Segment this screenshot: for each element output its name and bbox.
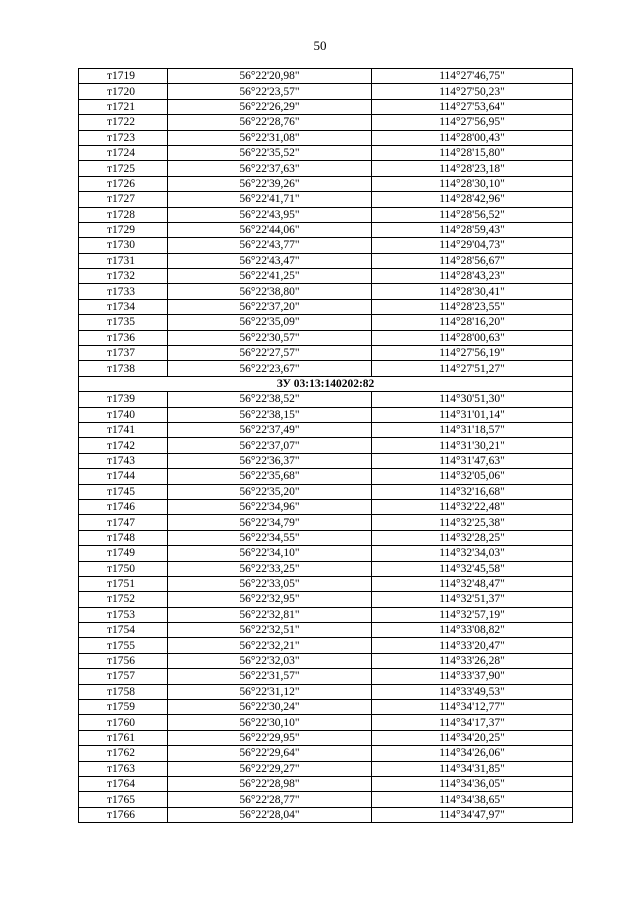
table-row [79,653,573,668]
point-id-cell: т1755 [79,638,168,653]
longitude-cell: 114°32'28,25" [372,530,573,545]
table-row [79,592,573,607]
table-row [79,299,573,314]
longitude-cell: 114°28'59,43" [372,222,573,237]
point-id-cell: т1749 [79,546,168,561]
longitude-cell: 114°31'30,21" [372,438,573,453]
table-row [79,130,573,145]
table-row [79,192,573,207]
table-row [79,161,573,176]
longitude-cell: 114°33'37,90" [372,669,573,684]
table-row [79,561,573,576]
point-id-cell: т1730 [79,238,168,253]
point-id-cell: т1721 [79,99,168,114]
latitude-cell: 56°22'31,57" [168,669,372,684]
point-id-cell: т1723 [79,130,168,145]
latitude-cell: 56°22'37,63" [168,161,372,176]
table-row [79,69,573,84]
latitude-cell: 56°22'28,76" [168,115,372,130]
point-id-cell: т1762 [79,746,168,761]
longitude-cell: 114°32'51,37" [372,592,573,607]
longitude-cell: 114°27'56,19" [372,346,573,361]
point-id-cell: т1746 [79,499,168,514]
table-row [79,469,573,484]
longitude-cell: 114°33'49,53" [372,684,573,699]
table-row [79,684,573,699]
point-id-cell: т1732 [79,269,168,284]
table-row [79,546,573,561]
longitude-cell: 114°34'31,85" [372,761,573,776]
point-id-cell: т1724 [79,145,168,160]
latitude-cell: 56°22'41,71" [168,192,372,207]
point-id-cell: т1753 [79,607,168,622]
table-row [79,315,573,330]
table-row [79,576,573,591]
longitude-cell: 114°27'51,27" [372,361,573,376]
latitude-cell: 56°22'44,06" [168,222,372,237]
latitude-cell: 56°22'37,20" [168,299,372,314]
point-id-cell: т1747 [79,515,168,530]
latitude-cell: 56°22'28,77" [168,792,372,807]
table-row [79,361,573,376]
longitude-cell: 114°28'56,52" [372,207,573,222]
longitude-cell: 114°33'20,47" [372,638,573,653]
longitude-cell: 114°28'23,55" [372,299,573,314]
point-id-cell: т1726 [79,176,168,191]
longitude-cell: 114°28'43,23" [372,269,573,284]
table-row [79,669,573,684]
point-id-cell: т1756 [79,653,168,668]
latitude-cell: 56°22'38,80" [168,284,372,299]
longitude-cell: 114°28'23,18" [372,161,573,176]
table-row [79,284,573,299]
point-id-cell: т1759 [79,700,168,715]
point-id-cell: т1727 [79,192,168,207]
point-id-cell: т1725 [79,161,168,176]
latitude-cell: 56°22'32,51" [168,623,372,638]
latitude-cell: 56°22'31,12" [168,684,372,699]
table-row [79,269,573,284]
longitude-cell: 114°28'56,67" [372,253,573,268]
latitude-cell: 56°22'43,47" [168,253,372,268]
point-id-cell: т1740 [79,407,168,422]
longitude-cell: 114°32'45,58" [372,561,573,576]
table-row [79,746,573,761]
longitude-cell: 114°29'04,73" [372,238,573,253]
point-id-cell: т1751 [79,576,168,591]
table-row [79,499,573,514]
point-id-cell: т1758 [79,684,168,699]
latitude-cell: 56°22'37,07" [168,438,372,453]
latitude-cell: 56°22'29,95" [168,730,372,745]
table-row [79,222,573,237]
longitude-cell: 114°31'18,57" [372,422,573,437]
latitude-cell: 56°22'27,57" [168,346,372,361]
point-id-cell: т1752 [79,592,168,607]
latitude-cell: 56°22'28,98" [168,776,372,791]
point-id-cell: т1719 [79,69,168,84]
table-row [79,438,573,453]
section-title: ЗУ 03:13:140202:82 [79,376,573,391]
latitude-cell: 56°22'20,98" [168,69,372,84]
table-row [79,176,573,191]
latitude-cell: 56°22'29,64" [168,746,372,761]
latitude-cell: 56°22'34,10" [168,546,372,561]
point-id-cell: т1754 [79,623,168,638]
table-row [79,99,573,114]
longitude-cell: 114°33'08,82" [372,623,573,638]
longitude-cell: 114°32'05,06" [372,469,573,484]
point-id-cell: т1760 [79,715,168,730]
latitude-cell: 56°22'34,55" [168,530,372,545]
latitude-cell: 56°22'32,21" [168,638,372,653]
point-id-cell: т1745 [79,484,168,499]
table-row [79,776,573,791]
latitude-cell: 56°22'43,95" [168,207,372,222]
table-row [79,792,573,807]
longitude-cell: 114°28'00,63" [372,330,573,345]
longitude-cell: 114°32'57,19" [372,607,573,622]
point-id-cell: т1750 [79,561,168,576]
latitude-cell: 56°22'39,26" [168,176,372,191]
point-id-cell: т1733 [79,284,168,299]
table-row [79,484,573,499]
latitude-cell: 56°22'36,37" [168,453,372,468]
longitude-cell: 114°27'53,64" [372,99,573,114]
point-id-cell: т1763 [79,761,168,776]
table-row [79,715,573,730]
latitude-cell: 56°22'26,29" [168,99,372,114]
table-row [79,84,573,99]
point-id-cell: т1748 [79,530,168,545]
table-row [79,145,573,160]
longitude-cell: 114°34'38,65" [372,792,573,807]
latitude-cell: 56°22'43,77" [168,238,372,253]
table-row [79,330,573,345]
longitude-cell: 114°28'16,20" [372,315,573,330]
longitude-cell: 114°28'30,10" [372,176,573,191]
latitude-cell: 56°22'23,67" [168,361,372,376]
table-row [79,346,573,361]
point-id-cell: т1722 [79,115,168,130]
latitude-cell: 56°22'41,25" [168,269,372,284]
latitude-cell: 56°22'38,15" [168,407,372,422]
longitude-cell: 114°28'30,41" [372,284,573,299]
table-row [79,207,573,222]
latitude-cell: 56°22'29,27" [168,761,372,776]
point-id-cell: т1764 [79,776,168,791]
point-id-cell: т1737 [79,346,168,361]
point-id-cell: т1735 [79,315,168,330]
longitude-cell: 114°33'26,28" [372,653,573,668]
point-id-cell: т1734 [79,299,168,314]
latitude-cell: 56°22'37,49" [168,422,372,437]
point-id-cell: т1720 [79,84,168,99]
table-row [79,623,573,638]
table-row [79,761,573,776]
point-id-cell: т1744 [79,469,168,484]
section-header-row [79,376,573,391]
longitude-cell: 114°32'16,68" [372,484,573,499]
longitude-cell: 114°32'48,47" [372,576,573,591]
point-id-cell: т1728 [79,207,168,222]
point-id-cell: т1766 [79,807,168,822]
table-row [79,530,573,545]
coordinates-table-body [79,69,573,823]
point-id-cell: т1739 [79,392,168,407]
longitude-cell: 114°31'01,14" [372,407,573,422]
point-id-cell: т1731 [79,253,168,268]
table-row [79,515,573,530]
longitude-cell: 114°30'51,30" [372,392,573,407]
point-id-cell: т1765 [79,792,168,807]
point-id-cell: т1742 [79,438,168,453]
latitude-cell: 56°22'35,09" [168,315,372,330]
table-row [79,238,573,253]
latitude-cell: 56°22'28,04" [168,807,372,822]
point-id-cell: т1757 [79,669,168,684]
latitude-cell: 56°22'38,52" [168,392,372,407]
table-row [79,253,573,268]
latitude-cell: 56°22'35,52" [168,145,372,160]
point-id-cell: т1729 [79,222,168,237]
longitude-cell: 114°32'25,38" [372,515,573,530]
latitude-cell: 56°22'30,57" [168,330,372,345]
latitude-cell: 56°22'35,20" [168,484,372,499]
table-row [79,730,573,745]
longitude-cell: 114°28'42,96" [372,192,573,207]
table-row [79,392,573,407]
latitude-cell: 56°22'32,95" [168,592,372,607]
table-row [79,115,573,130]
latitude-cell: 56°22'33,05" [168,576,372,591]
longitude-cell: 114°34'26,06" [372,746,573,761]
latitude-cell: 56°22'32,03" [168,653,372,668]
table-row [79,453,573,468]
latitude-cell: 56°22'30,24" [168,700,372,715]
table-row [79,638,573,653]
point-id-cell: т1761 [79,730,168,745]
point-id-cell: т1736 [79,330,168,345]
longitude-cell: 114°34'20,25" [372,730,573,745]
longitude-cell: 114°27'46,75" [372,69,573,84]
table-row [79,700,573,715]
point-id-cell: т1741 [79,422,168,437]
longitude-cell: 114°34'17,37" [372,715,573,730]
latitude-cell: 56°22'31,08" [168,130,372,145]
latitude-cell: 56°22'35,68" [168,469,372,484]
longitude-cell: 114°27'50,23" [372,84,573,99]
longitude-cell: 114°34'12,77" [372,700,573,715]
longitude-cell: 114°34'47,97" [372,807,573,822]
longitude-cell: 114°32'22,48" [372,499,573,514]
latitude-cell: 56°22'33,25" [168,561,372,576]
table-row [79,607,573,622]
point-id-cell: т1743 [79,453,168,468]
page-number: 50 [313,38,327,53]
latitude-cell: 56°22'30,10" [168,715,372,730]
table-row [79,807,573,822]
longitude-cell: 114°34'36,05" [372,776,573,791]
longitude-cell: 114°28'00,43" [372,130,573,145]
latitude-cell: 56°22'34,79" [168,515,372,530]
latitude-cell: 56°22'32,81" [168,607,372,622]
longitude-cell: 114°32'34,03" [372,546,573,561]
longitude-cell: 114°27'56,95" [372,115,573,130]
point-id-cell: т1738 [79,361,168,376]
latitude-cell: 56°22'34,96" [168,499,372,514]
latitude-cell: 56°22'23,57" [168,84,372,99]
longitude-cell: 114°28'15,80" [372,145,573,160]
table-row [79,407,573,422]
coordinates-table [78,68,573,823]
longitude-cell: 114°31'47,63" [372,453,573,468]
table-row [79,422,573,437]
